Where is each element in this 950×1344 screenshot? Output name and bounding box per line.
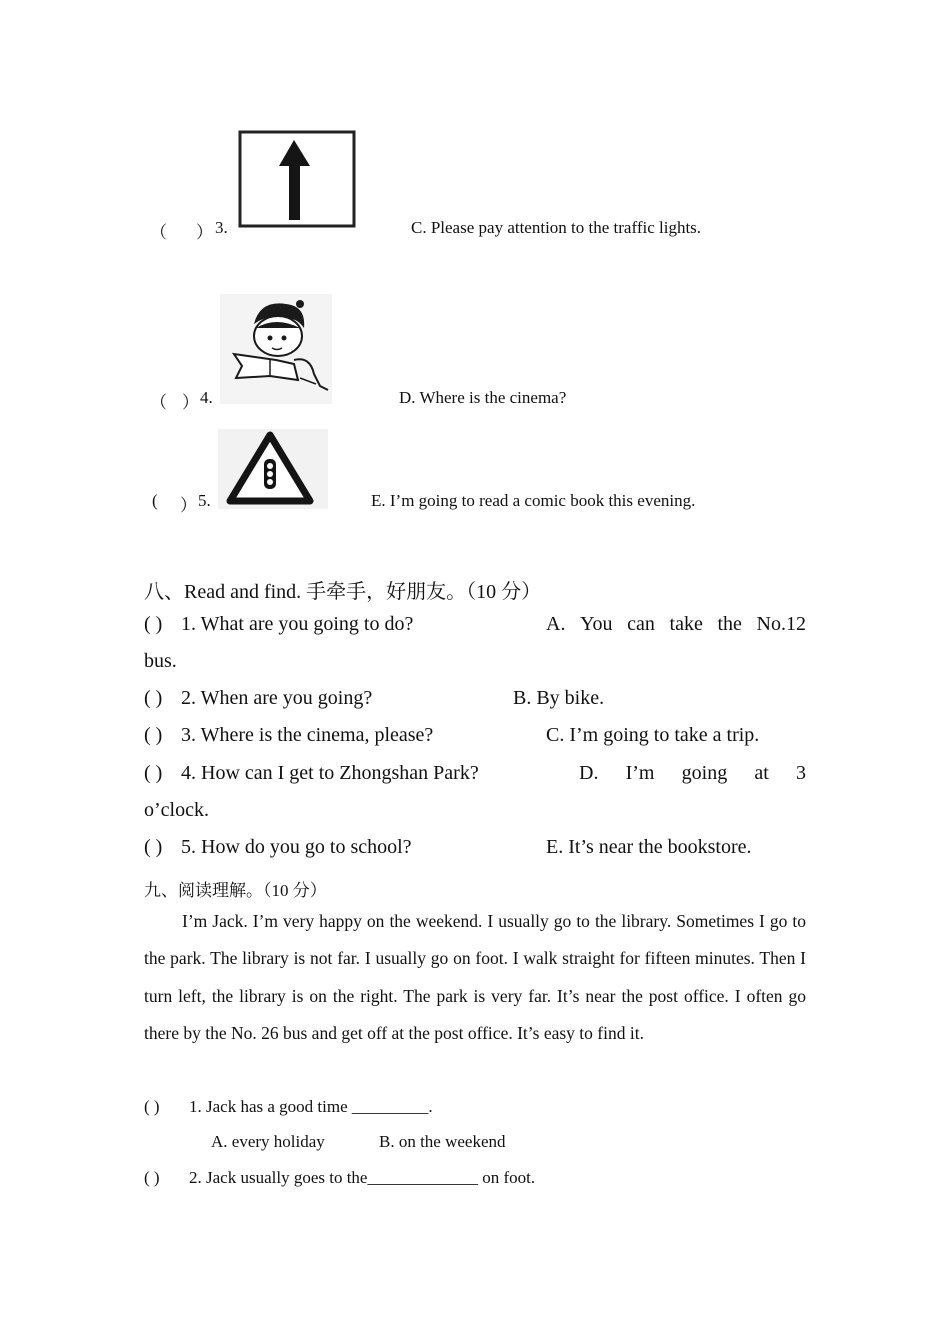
- answer-a-word: No.12: [756, 613, 806, 635]
- item-number: 4.: [200, 388, 213, 407]
- reading-question-1: 1. Jack has a good time _________.: [189, 1097, 433, 1116]
- answer-d-word: 3: [795, 762, 806, 784]
- answer-bracket: ( ): [144, 1168, 160, 1187]
- answer-b: B. By bike.: [513, 687, 605, 709]
- answer-a-word: You: [580, 613, 613, 635]
- question-4: 4. How can I get to Zhongshan Park?: [181, 762, 479, 784]
- answer-bracket-open: （: [150, 223, 167, 242]
- answer-d-word: at: [754, 762, 769, 784]
- option-c: C. Please pay attention to the traffic lights.: [411, 218, 702, 237]
- answer-a-word: take: [669, 613, 703, 635]
- answer-d-word: going: [681, 762, 728, 784]
- answer-c: C. I’m going to take a trip.: [546, 724, 760, 746]
- reading-q1-option-a: A. every holiday: [211, 1132, 325, 1151]
- reading-passage: I’m Jack. I’m very happy on the weekend. I usually go to the library. Sometimes I go to the park. The library is not far. I usually go on foot. I walk straight for fifteen minutes. Then I turn left, the library is on the right. The park is very far. It’s near the post office. I often go there by the No. 26 bus and get off at the post office. It’s easy to find it.: [144, 911, 806, 1044]
- answer-bracket-close: ）: [182, 393, 199, 412]
- item-number: 3.: [215, 218, 228, 237]
- answer-a: [546, 613, 806, 636]
- answer-bracket-open: （: [150, 393, 167, 412]
- item-number: 5.: [198, 491, 211, 510]
- answer-bracket: ( ): [144, 613, 163, 635]
- section9-heading: 九、阅读理解。（10 分）: [144, 881, 327, 900]
- question-5: 5. How do you go to school?: [181, 836, 412, 858]
- reading-q1-option-b: B. on the weekend: [379, 1132, 506, 1151]
- question-1: 1. What are you going to do?: [181, 613, 414, 635]
- answer-a-continued: bus.: [144, 650, 177, 672]
- option-e: E. I’m going to read a comic book this evening.: [371, 491, 696, 510]
- question-3: 3. Where is the cinema, please?: [181, 724, 434, 746]
- question-2: 2. When are you going?: [181, 687, 373, 709]
- answer-d-word: I’m: [625, 762, 655, 784]
- answer-bracket: ( ): [144, 836, 163, 858]
- answer-bracket-close: ）: [196, 223, 213, 242]
- answer-bracket: ( ): [144, 1097, 160, 1116]
- answer-bracket: ( ): [144, 724, 163, 746]
- traffic-light-warning-icon: [218, 429, 328, 509]
- answer-e: E. It’s near the bookstore.: [546, 836, 752, 858]
- answer-bracket-close: ）: [180, 496, 197, 515]
- answer-d: [579, 762, 806, 785]
- reading-question-2: 2. Jack usually goes to the_____________ on foot.: [189, 1168, 536, 1187]
- answer-a-word: the: [717, 613, 742, 635]
- answer-a-word: can: [627, 613, 655, 635]
- option-d: D. Where is the cinema?: [399, 388, 567, 407]
- boy-reading-icon: [220, 294, 332, 404]
- answer-bracket-open: (: [152, 491, 158, 510]
- answer-a-word: A.: [546, 613, 566, 635]
- boy-reading-picture: [220, 294, 332, 404]
- traffic-light-sign-picture: [218, 429, 328, 509]
- arrow-up-sign-picture: [234, 124, 374, 234]
- section8-heading: 八、Read and find. 手牵手，好朋友。（10 分）: [144, 581, 542, 603]
- answer-d-word: D.: [579, 762, 599, 784]
- answer-bracket: ( ): [144, 687, 163, 709]
- arrow-up-icon: [234, 124, 374, 234]
- answer-d-continued: o’clock.: [144, 799, 209, 821]
- answer-bracket: ( ): [144, 762, 163, 784]
